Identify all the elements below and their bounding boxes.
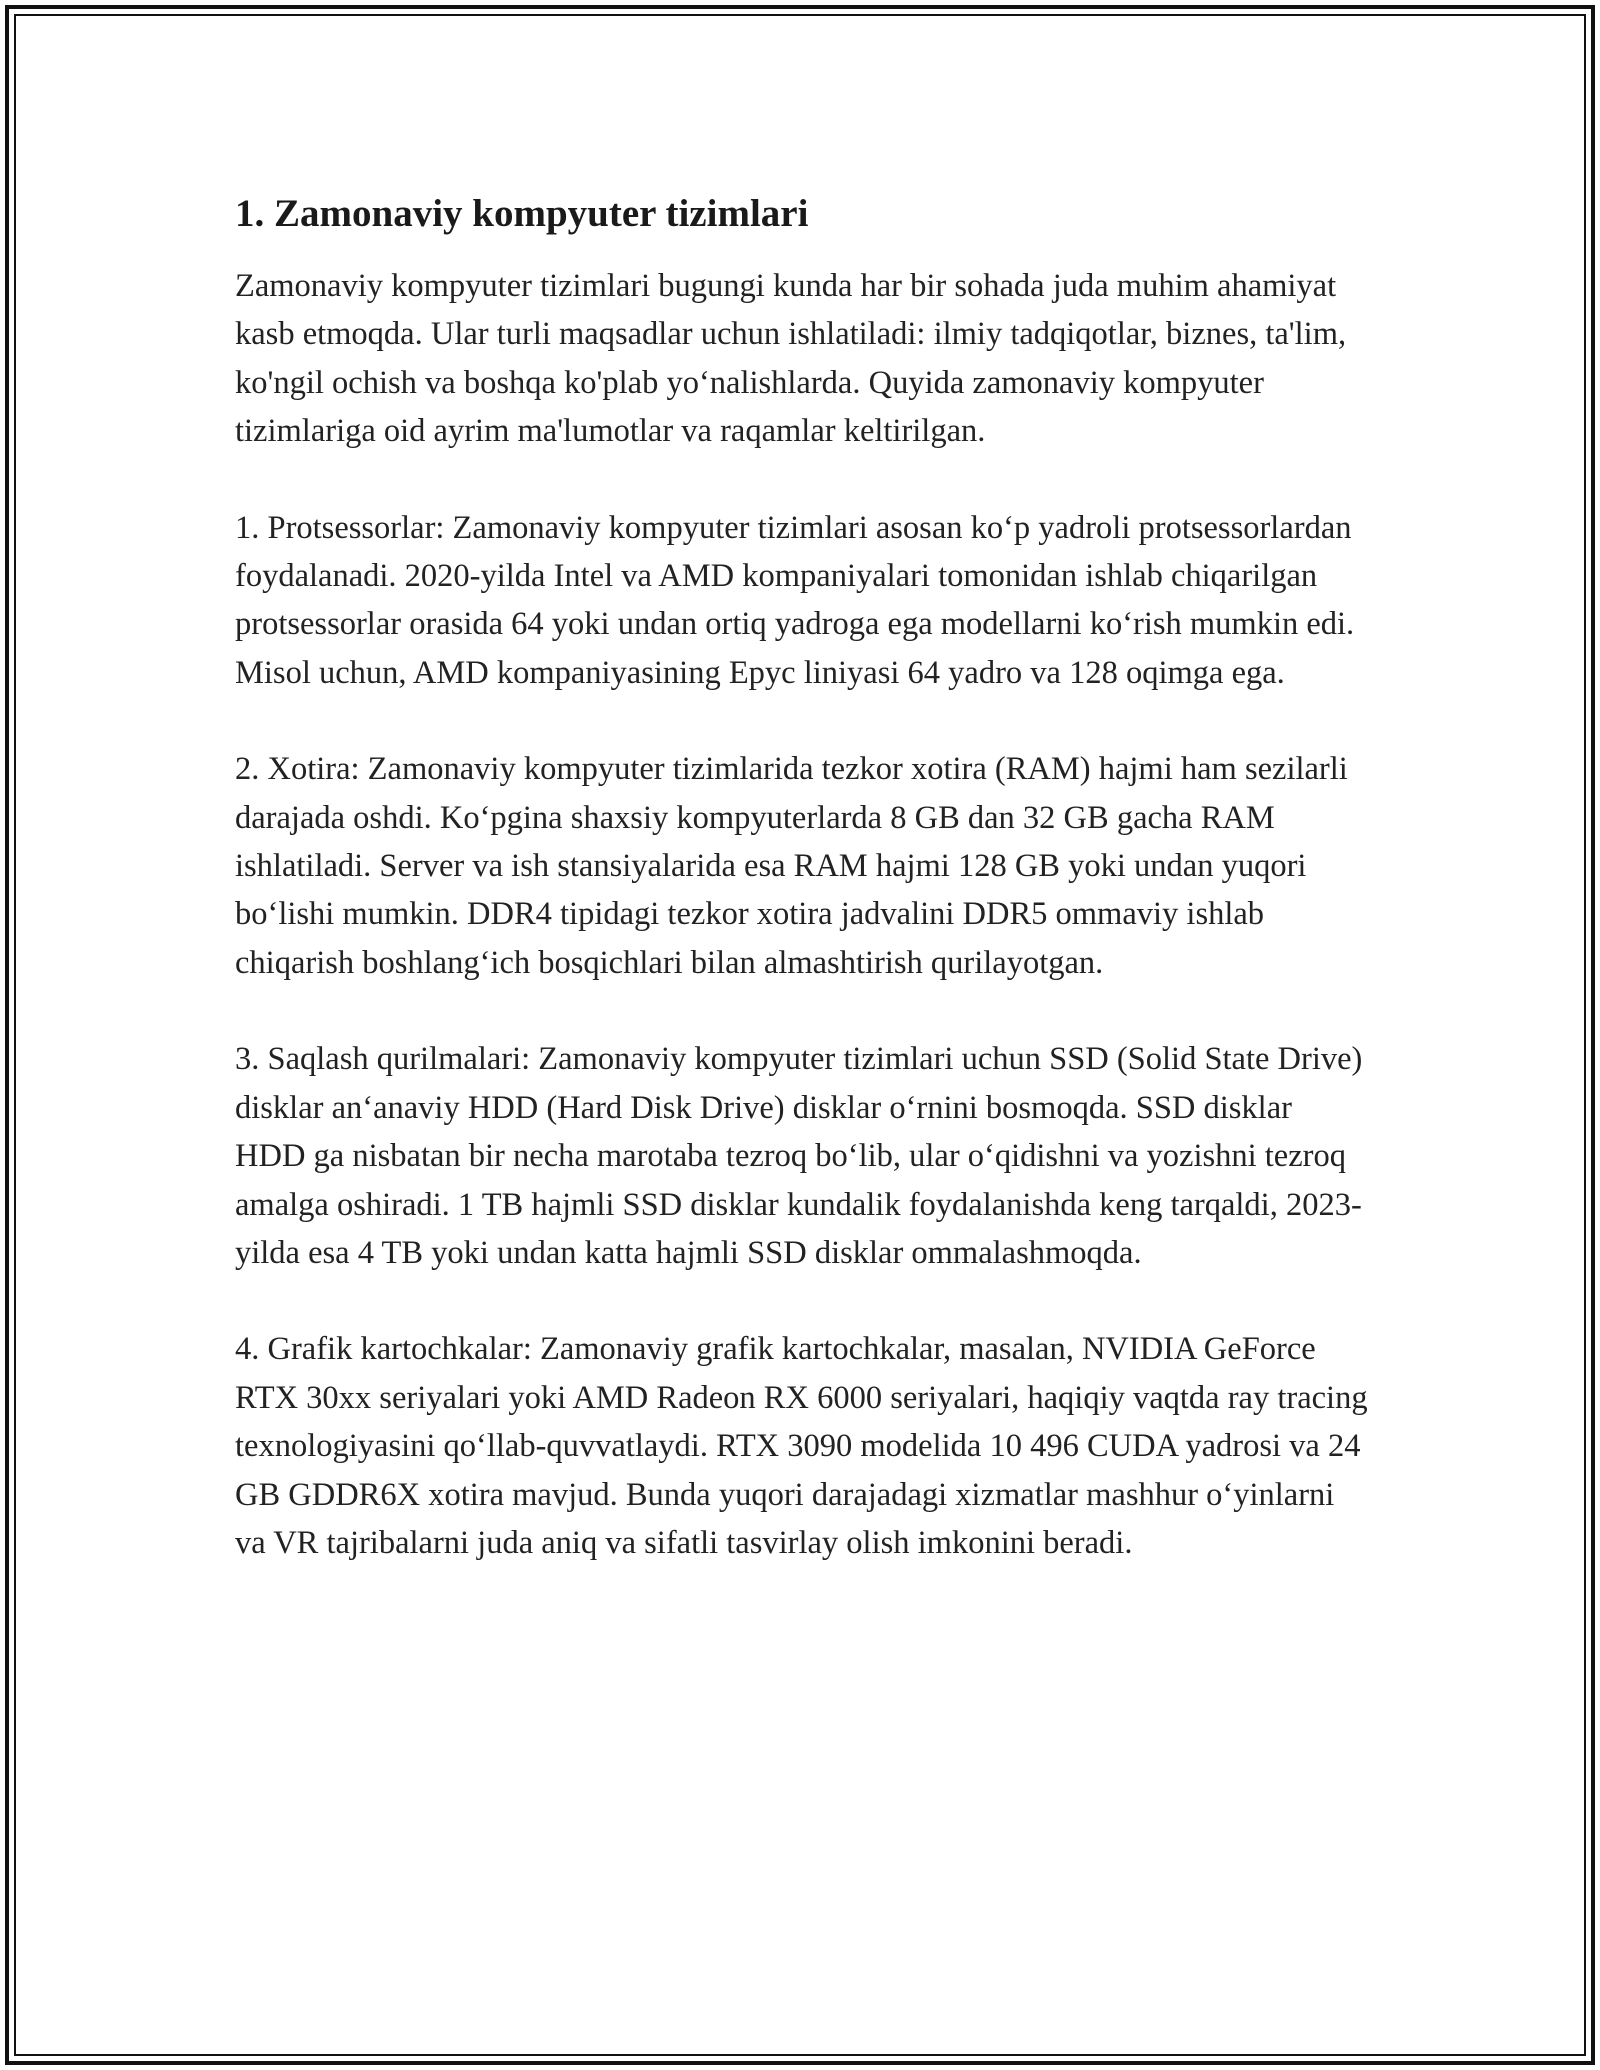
paragraph-storage: 3. Saqlash qurilmalari: Zamonaviy kompyuter tizimlari uchun SSD (Solid State Drive) disklar an‘anaviy HDD (Hard Disk Drive) disklar o‘rnini bosmoqda. SSD disklar HDD ga nisbatan bir necha marotaba tezroq bo‘lib, ular o‘qidishni va yozishni tezroq amalga oshiradi. 1 TB hajmli SSD disklar kundalik foydalanishda keng tarqaldi, 2023-yilda esa 4 TB yoki undan katta hajmli SSD disklar ommalashmoqda. xyxy=(235,1041,1363,1271)
document-body xyxy=(235,188,1370,1615)
paragraph-intro: Zamonaviy kompyuter tizimlari bugungi kunda har bir sohada juda muhim ahamiyat kasb etmoqda. Ular turli maqsadlar uchun ishlatiladi: ilmiy tadqiqotlar, biznes, ta'lim, ko'ngil ochish va boshqa ko'plab yo‘nalishlarda. Quyida zamonaviy kompyuter tizimlariga oid ayrim ma'lumotlar va raqamlar keltirilgan. xyxy=(235,268,1347,450)
paragraph-graphics: 4. Grafik kartochkalar: Zamonaviy grafik kartochkalar, masalan, NVIDIA GeForce RTX 30xx seriyalari yoki AMD Radeon RX 6000 seriyalari, haqiqiy vaqtda ray tracing texnologiyasini qo‘llab-quvvatlaydi. RTX 3090 modelida 10 496 CUDA yadrosi va 24 GB GDDR6X xotira mavjud. Bunda yuqori darajadagi xizmatlar mashhur o‘yinlarni va VR tajribalarni juda aniq va sifatli tasvirlay olish imkonini beradi. xyxy=(235,1331,1368,1561)
paragraph-memory: 2. Xotira: Zamonaviy kompyuter tizimlarida tezkor xotira (RAM) hajmi ham sezilarli darajada oshdi. Ko‘pgina shaxsiy kompyuterlarda 8 GB dan 32 GB gacha RAM ishlatiladi. Server va ish stansiyalarida esa RAM hajmi 128 GB yoki undan yuqori bo‘lishi mumkin. DDR4 tipidagi tezkor xotira jadvalini DDR5 ommaviy ishlab chiqarish boshlang‘ich bosqichlari bilan almashtirish qurilayotgan. xyxy=(235,751,1348,981)
paragraph-processors: 1. Protsessorlar: Zamonaviy kompyuter tizimlari asosan ko‘p yadroli protsessorlardan foydalanadi. 2020-yilda Intel va AMD kompaniyalari tomonidan ishlab chiqarilgan protsessorlar orasida 64 yoki undan ortiq yadroga ega modellarni ko‘rish mumkin edi. Misol uchun, AMD kompaniyasining Epyc liniyasi 64 yadro va 128 oqimga ega. xyxy=(235,509,1355,691)
document-title: 1. Zamonaviy kompyuter tizimlari xyxy=(235,192,809,235)
